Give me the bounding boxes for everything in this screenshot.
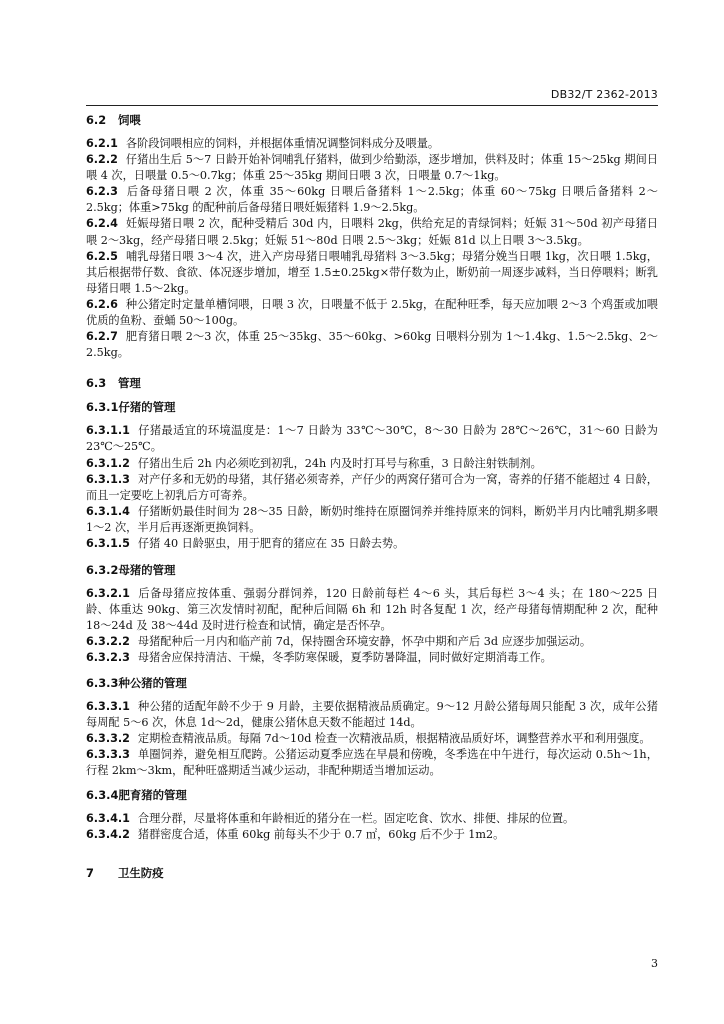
section-number: 6.3.2: [86, 563, 119, 578]
clause-paragraph: [86, 329, 658, 361]
clause-paragraph: [86, 297, 658, 329]
clause-paragraph: [86, 650, 658, 666]
clause-number: 6.2.5: [86, 249, 118, 263]
clause-paragraph: [86, 456, 658, 472]
clause-number: 6.3.2.3: [86, 651, 130, 665]
clause-text: 仔猪出生后 2h 内必须吃到初乳，24h 内及时打耳号与称重，3 日龄注射铁制剂。: [137, 456, 542, 470]
clause-text: 仔猪出生后 5～7 日龄开始补饲哺乳仔猪料，做到少给勤添，逐步增加，供料及时；体重 15～25kg 期间日喂 4 次，日喂量 0.5～0.7kg；体重 25～35kg 期间日喂 3 次，日喂量 0.7～1kg。: [86, 153, 658, 183]
clause-paragraph: [86, 586, 658, 634]
clause-paragraph: [86, 731, 658, 747]
clause-text: 各阶段饲喂相应的饲料，并根据体重情况调整饲料成分及喂量。: [125, 137, 440, 150]
clause-paragraph: [86, 536, 658, 552]
clause-text: 仔猪 40 日龄驱虫，用于肥育的猪应在 35 日龄去势。: [137, 536, 405, 550]
section-number: 7: [86, 866, 94, 881]
clause-text: 哺乳母猪日喂 3～4 次，进入产房母猪日喂哺乳母猪料 3～3.5kg；母猪分娩当日喂 1kg，次日喂 1.5kg，其后根据带仔数、食欲、体况逐步增加，增至 1.5±0.25kg×带仔数为止，断奶前一周逐步减料，当日停喂料；断乳母猪日喂 1.5～2kg。: [86, 249, 658, 295]
clause-number: 6.2.1: [86, 137, 118, 150]
clause-paragraph: [86, 827, 658, 843]
clause-paragraph: [86, 152, 658, 184]
clause-text: 肥育猪日喂 2～3 次，体重 25～35kg、35～60kg、>60kg 日喂料分别为 1～1.4kg、1.5～2.5kg、2～2.5kg。: [86, 330, 658, 360]
clause-number: 6.3.3.2: [86, 731, 130, 745]
section-number: 6.3.3: [86, 675, 119, 690]
clause-paragraph: [86, 472, 658, 504]
clause-text: 定期检查精液品质。每隔 7d～10d 检查一次精液品质，根据精液品质好坏，调整营养水平和利用强度。: [137, 731, 651, 745]
section-heading: [86, 112, 658, 128]
clause-paragraph: [86, 811, 658, 827]
section-number: 6.3.1: [86, 400, 119, 415]
section-heading: [86, 865, 658, 881]
section-title: 种公猪的管理: [118, 675, 187, 690]
clause-text: 母猪配种后一月内和临产前 7d，保持圈舍环境安静，怀孕中期和产后 3d 应逐步加强运动。: [137, 635, 592, 649]
clause-text: 合理分群，尽量将体重和年龄相近的猪分在一栏。固定吃食、饮水、排便、排尿的位置。: [137, 812, 575, 825]
clause-paragraph: [86, 216, 658, 248]
clause-number: 6.3.1.3: [86, 472, 130, 486]
clause-number: 6.2.3: [86, 185, 118, 199]
clause-paragraph: [86, 184, 658, 216]
section-heading: [86, 562, 658, 578]
document-body: [86, 112, 658, 889]
header-rule: [86, 105, 658, 106]
clause-paragraph: [86, 747, 658, 779]
section-heading: [86, 787, 658, 803]
clause-paragraph: [86, 136, 658, 152]
clause-number: 6.3.1.5: [86, 536, 130, 550]
section-title: 饲喂: [118, 113, 141, 127]
page-number: 3: [651, 957, 658, 970]
clause-number: 6.3.1.4: [86, 504, 130, 518]
clause-number: 6.3.4.2: [86, 828, 130, 842]
section-number: 6.3.4: [86, 788, 119, 802]
clause-number: 6.3.3.3: [86, 747, 130, 761]
clause-paragraph: [86, 699, 658, 731]
clause-text: 妊娠母猪日喂 2 次，配种受精后 30d 内，日喂料 2kg，供给充足的青绿饲料；妊娠 31～50d 初产母猪日喂 2～3kg，经产母猪日喂 2.5kg；妊娠 51～80d 日喂 2.5～3kg；妊娠 81d 以上日喂 3～3.5kg。: [86, 217, 658, 247]
clause-number: 6.3.2.2: [86, 635, 130, 649]
clause-text: 单圈饲养，避免相互爬跨。公猪运动夏季应选在早晨和傍晚，冬季选在中午进行，每次运动 0.5h～1h，行程 2km～3km，配种旺盛期适当减少运动，非配种期适当增加运动。: [86, 747, 658, 777]
clause-text: 仔猪最适宜的环境温度是：1～7 日龄为 33℃～30℃，8～30 日龄为 28℃～26℃，31～60 日龄为 23℃～25℃。: [86, 424, 658, 454]
clause-paragraph: [86, 634, 658, 650]
clause-text: 猪群密度合适，体重 60kg 前每头不少于 0.7 ㎡，60kg 后不少于 1m2。: [137, 828, 505, 842]
clause-number: 6.3.2.1: [86, 587, 130, 601]
clause-text: 母猪舍应保持清洁、干燥，冬季防寒保暖，夏季防暑降温，同时做好定期消毒工作。: [137, 651, 552, 665]
clause-number: 6.3.3.1: [86, 699, 130, 713]
clause-number: 6.2.6: [86, 297, 118, 311]
clause-paragraph: [86, 504, 658, 536]
clause-text: 后备母猪应按体重、强弱分群饲养，120 日龄前每栏 4～6 头，其后每栏 3～4 头；在 180～225 日龄、体重达 90kg、第三次发情时初配，配种后间隔 6h 和 12h 时各复配 1 次，经产母猪每情期配种 2 次，配种 18～24d 及 38～44d 及时进行检查和试情，确定是否怀孕。: [86, 587, 658, 633]
clause-number: 6.3.1.1: [86, 424, 130, 438]
section-number: 6.3: [86, 376, 107, 391]
clause-text: 对产仔多和无奶的母猪，其仔猪必须寄养，产仔少的两窝仔猪可合为一窝，寄养的仔猪不能超过 4 日龄，而且一定要吃上初乳后方可寄养。: [86, 472, 658, 502]
clause-paragraph: [86, 423, 658, 455]
section-title: 肥育猪的管理: [118, 788, 187, 802]
section-title: 母猪的管理: [118, 563, 176, 578]
section-title: 仔猪的管理: [118, 400, 176, 415]
clause-number: 6.2.4: [86, 217, 118, 231]
section-title: 管理: [118, 376, 141, 391]
section-heading: [86, 399, 658, 415]
document-id: DB32/T 2362-2013: [550, 88, 658, 101]
section-heading: [86, 375, 658, 391]
clause-number: 6.2.2: [86, 153, 118, 167]
clause-number: 6.3.4.1: [86, 812, 130, 825]
clause-text: 仔猪断奶最佳时间为 28～35 日龄，断奶时维持在原圈饲养并维持原来的饲料，断奶半月内比哺乳期多喂 1～2 次，半月后再逐渐更换饲料。: [86, 504, 658, 534]
section-title: 卫生防疫: [118, 866, 164, 881]
clause-number: 6.3.1.2: [86, 456, 130, 470]
clause-number: 6.2.7: [86, 330, 118, 344]
section-heading: [86, 675, 658, 691]
clause-text: 种公猪的适配年龄不少于 9 月龄，主要依据精液品质确定。9～12 月龄公猪每周只能配 3 次，成年公猪每周配 5～6 次，休息 1d～2d，健康公猪休息天数不能超过 14d。: [86, 699, 658, 729]
clause-paragraph: [86, 249, 658, 297]
clause-text: 种公猪定时定量单槽饲喂，日喂 3 次，日喂量不低于 2.5kg，在配种旺季，每天应加喂 2～3 个鸡蛋或加喂优质的鱼粉、蚕蛹 50～100g。: [86, 297, 658, 328]
section-number: 6.2: [86, 113, 107, 127]
clause-text: 后备母猪日喂 2 次，体重 35～60kg 日喂后备猪料 1～2.5kg；体重 60～75kg 日喂后备猪料 2～2.5kg；体重>75kg 的配种前后备母猪日喂妊娠猪料 1.9～2.5kg。: [86, 185, 658, 215]
